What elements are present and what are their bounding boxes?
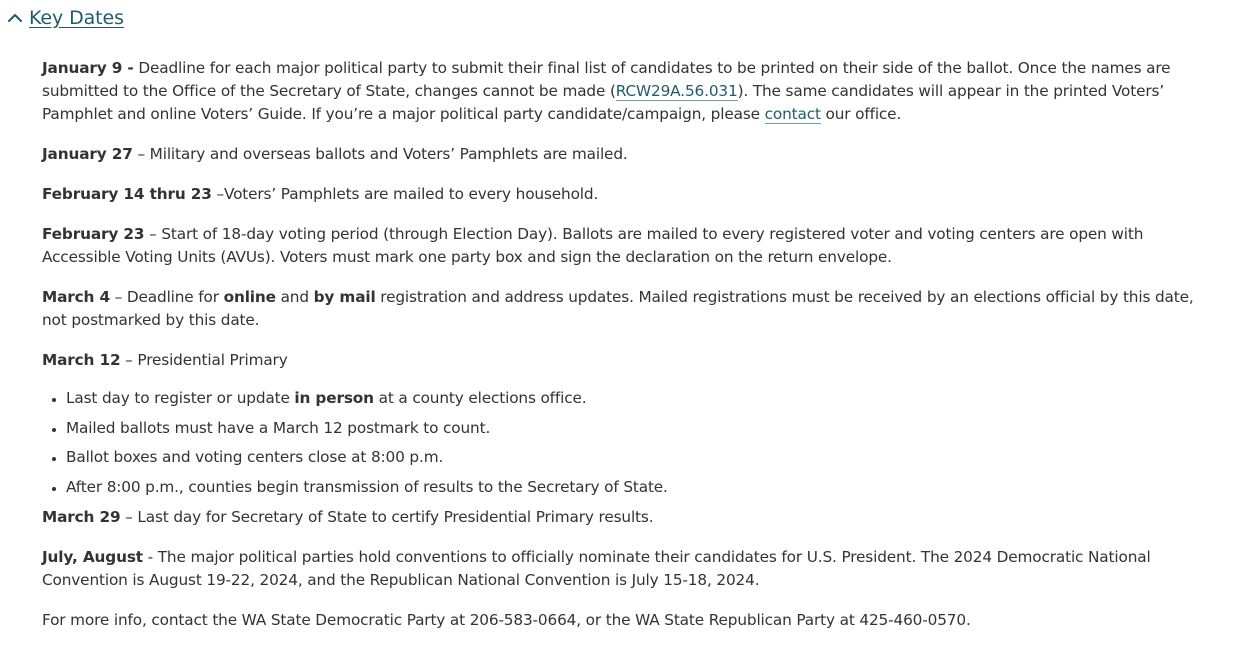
entry-july-august: July, August - The major political parties hold conventions to officially nominate their candidates for U.S. President. The 2024 Democratic National Convention is August 19-22, 2024, and the Republican National Convention is July 15-18, 2024.: [42, 547, 1151, 589]
entry-february-14-23: February 14 thru 23 –Voters’ Pamphlets are mailed to every household.: [42, 185, 599, 203]
entry-date: March 12: [42, 351, 121, 369]
footer-note: For more info, contact the WA State Democratic Party at 206-583-0664, or the WA State Republican Party at 425-460-0570.: [42, 610, 971, 629]
list-item: • After 8:00 p.m., counties begin transmission of results to the Secretary of State.: [66, 476, 1222, 499]
rcw-link[interactable]: RCW29A.56.031: [615, 82, 738, 100]
key-dates-content: [42, 57, 1222, 649]
accordion-title[interactable]: Key Dates: [29, 7, 124, 29]
list-item: • Last day to register or update in person at a county elections office.: [66, 387, 1222, 410]
chevron-up-icon: [6, 9, 24, 27]
entry-january-27: January 27 – Military and overseas ballots and Voters’ Pamphlets are mailed.: [42, 145, 628, 163]
entry-march-12: March 12 – Presidential Primary: [42, 351, 288, 369]
entry-date: February 23: [42, 225, 145, 243]
entry-date: July, August: [42, 547, 143, 566]
entry-march-4: March 4 – Deadline for online and by mail registration and address updates. Mailed registrations must be received by an elections official by this date, not postmarked by this date.: [42, 288, 1194, 329]
entry-january-9: January 9 - Deadline for each major political party to submit their final list of candidates to be printed on their side of the ballot. Once the names are submitted to the Office of the Secretary of State, changes cannot be made (RCW29A.56.031). The same candidates will appear in the printed Voters’ Pamphlet and online Voters’ Guide. If you’re a major political party candidate/campaign, please contact our office.: [42, 59, 1171, 123]
contact-link[interactable]: contact: [764, 105, 821, 123]
list-item: • Mailed ballots must have a March 12 postmark to count.: [66, 417, 1222, 440]
entry-date: March 4: [42, 288, 110, 306]
list-item: • Ballot boxes and voting centers close at 8:00 p.m.: [66, 446, 1222, 469]
key-dates-accordion-toggle[interactable]: [6, 5, 124, 31]
entry-date: March 29: [42, 507, 121, 526]
entry-february-23: February 23 – Start of 18-day voting period (through Election Day). Ballots are mailed to every registered voter and voting centers are open with Accessible Voting Units (AVUs). Voters must mark one party box and sign the declaration on the return envelope.: [42, 225, 1144, 266]
entry-date: January 9 -: [42, 59, 134, 77]
entry-date: January 27: [42, 145, 133, 163]
march-12-bullet-list: [42, 387, 1222, 499]
entry-date: February 14 thru 23: [42, 185, 212, 203]
entry-march-29: March 29 – Last day for Secretary of State to certify Presidential Primary results.: [42, 507, 654, 526]
